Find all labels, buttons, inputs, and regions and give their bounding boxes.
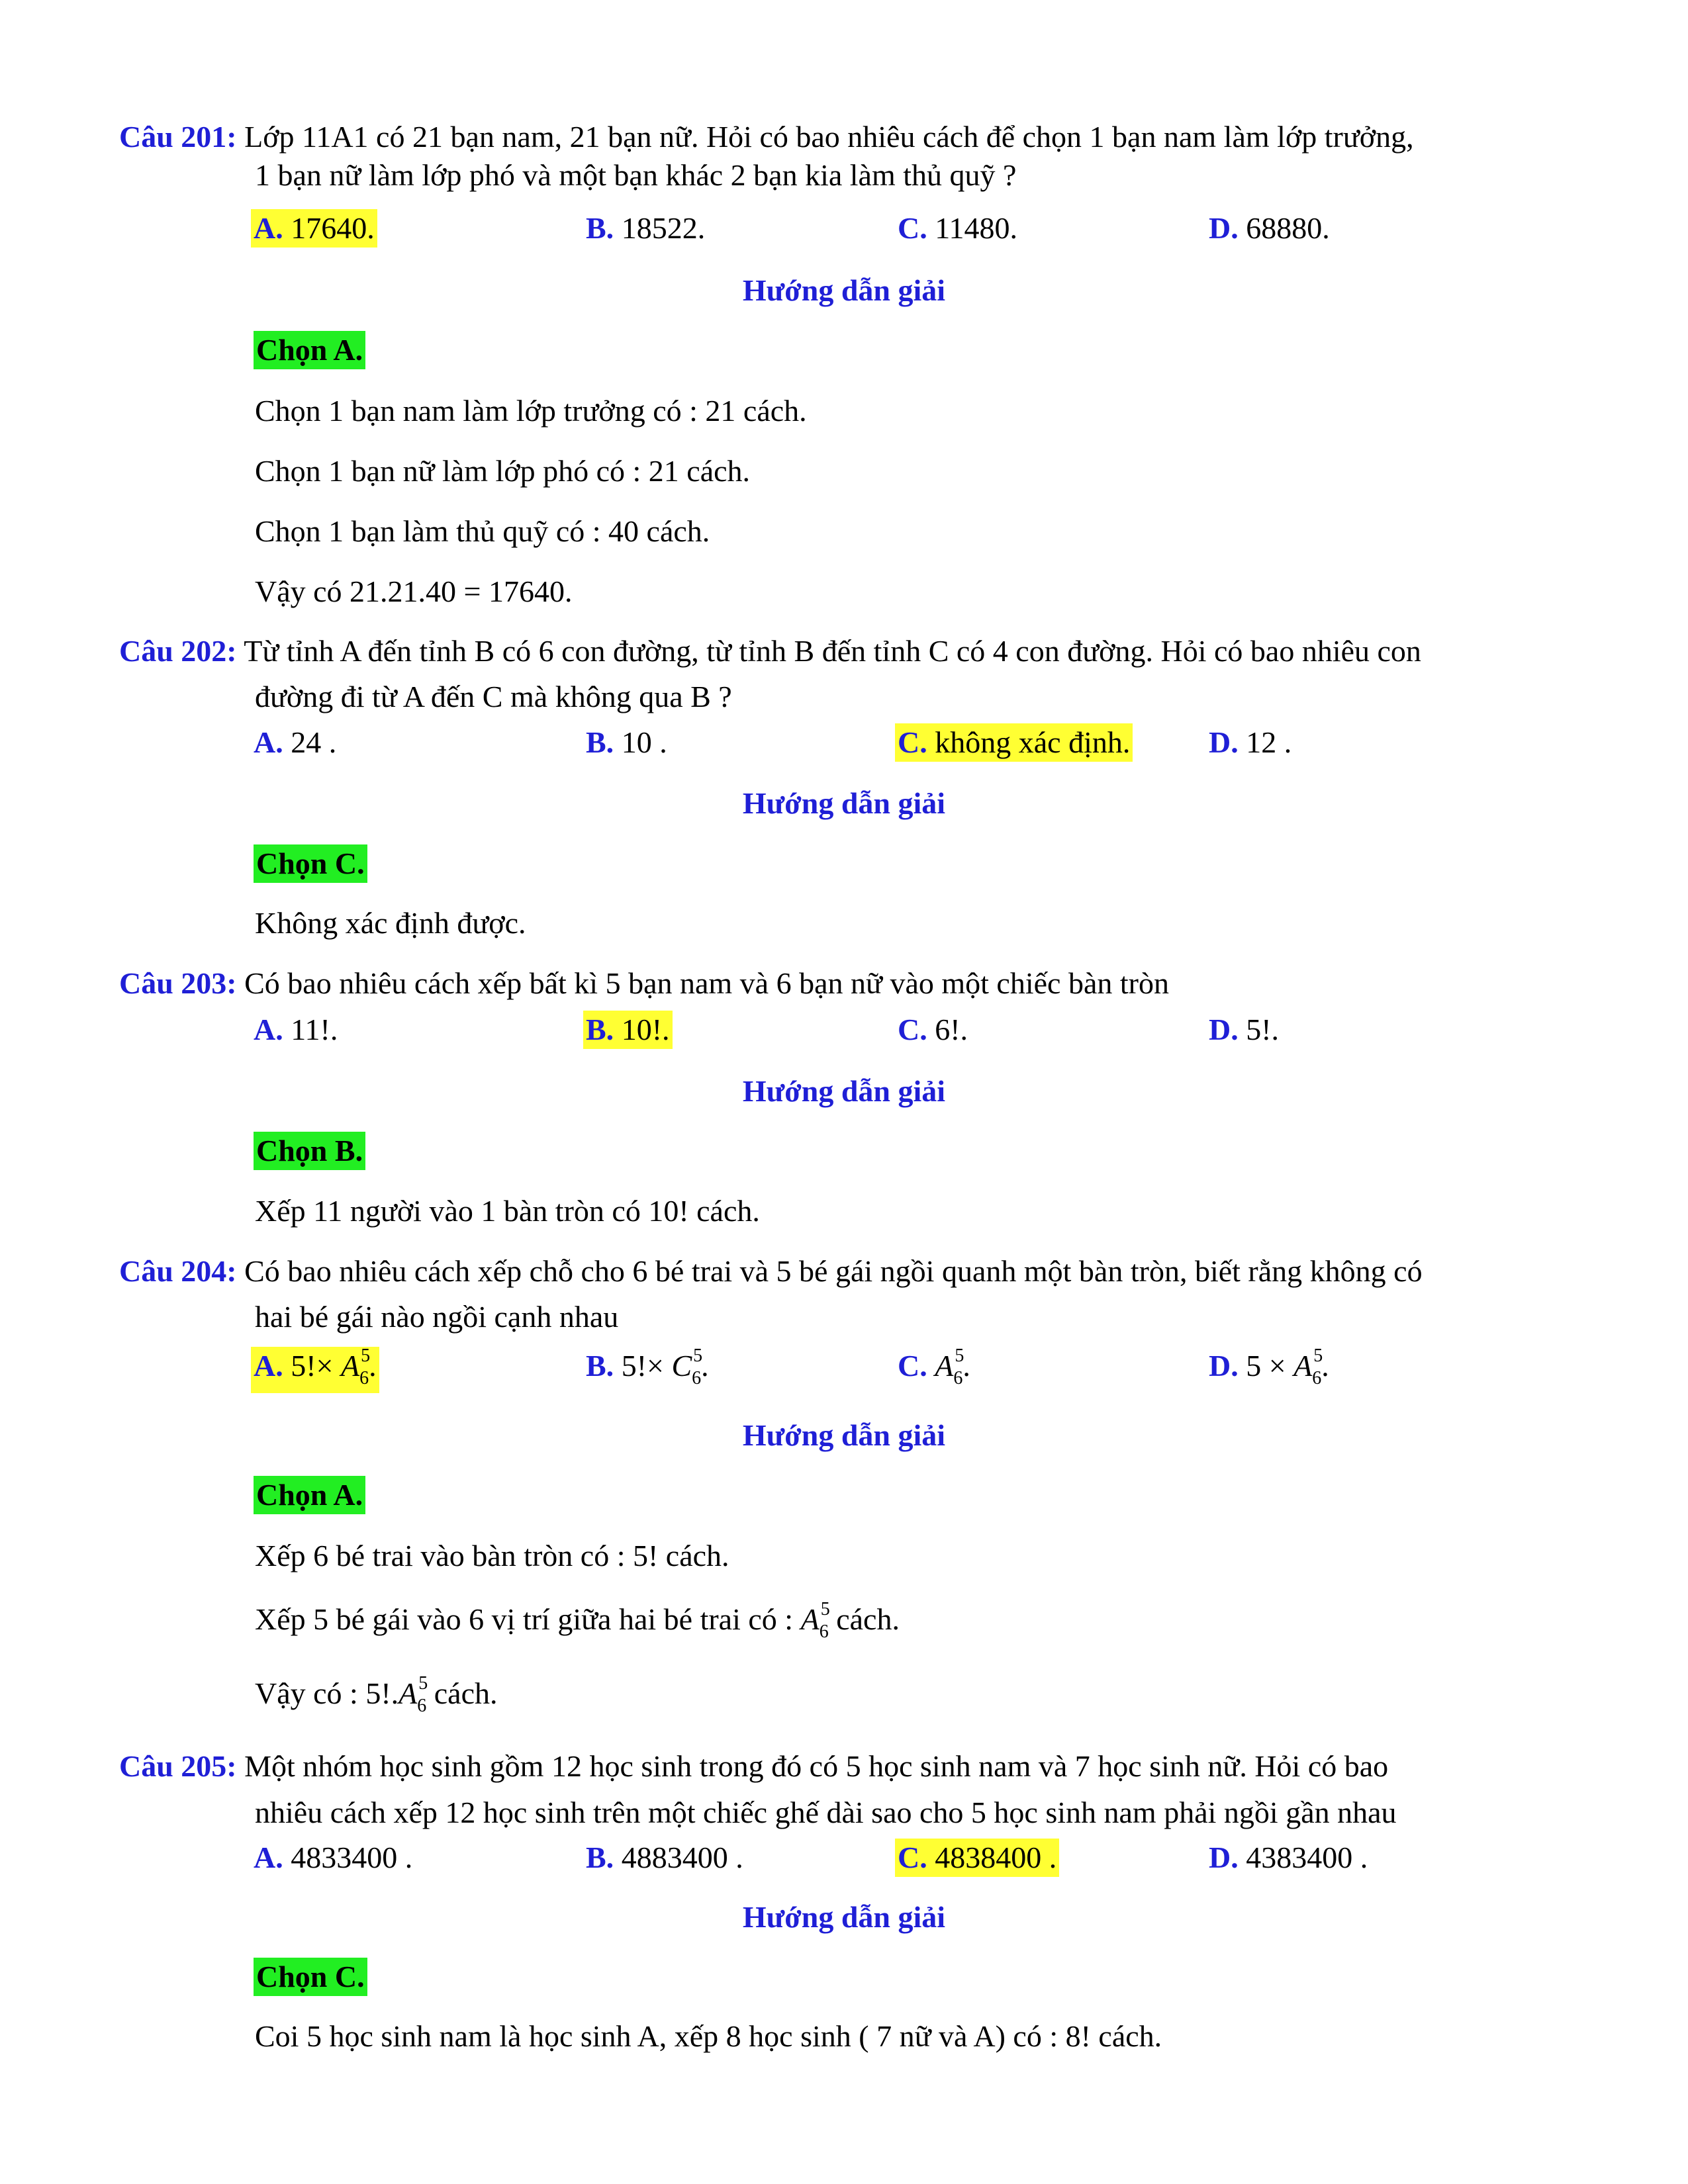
option-c[interactable] xyxy=(895,723,1133,762)
option-letter: A. xyxy=(254,725,283,759)
math-symbol: C xyxy=(671,1349,692,1383)
option-text: . xyxy=(962,1349,970,1383)
option-text: 6!. xyxy=(927,1013,968,1046)
option-letter: D. xyxy=(1209,1349,1239,1383)
option-a[interactable] xyxy=(251,1347,379,1393)
option-d[interactable] xyxy=(1209,723,1291,762)
option-a[interactable] xyxy=(251,209,377,248)
chosen-answer: Chọn C. xyxy=(254,844,367,883)
option-text: 10 . xyxy=(614,725,667,759)
chosen-answer: Chọn A. xyxy=(254,1476,365,1514)
option-letter: D. xyxy=(1209,1013,1239,1046)
solution-text: cách. xyxy=(828,1602,900,1636)
solution-text: Xếp 5 bé gái vào 6 vị trí giữa hai bé trai có : xyxy=(255,1602,801,1636)
solution-line: Xếp 11 người vào 1 bàn tròn có 10! cách. xyxy=(255,1194,760,1228)
math-superscript: 5 xyxy=(361,1345,371,1366)
question-stem: Một nhóm học sinh gồm 12 học sinh trong đó có 5 học sinh nam và 7 học sinh nữ. Hỏi có bao xyxy=(244,1749,1389,1783)
chosen-answer: Chọn C. xyxy=(254,1958,367,1996)
math-superscript: 5 xyxy=(693,1345,703,1366)
option-text: 5!. xyxy=(1238,1013,1280,1046)
option-letter: C. xyxy=(898,1349,927,1383)
solution-heading: Hướng dẫn giải xyxy=(742,786,946,820)
option-b[interactable] xyxy=(583,1011,673,1049)
question-201-line-2: 1 bạn nữ làm lớp phó và một bạn khác 2 bạn kia làm thủ quỹ ? xyxy=(255,158,1017,192)
option-letter: A. xyxy=(254,1349,283,1383)
option-letter: B. xyxy=(586,1841,614,1874)
option-letter: C. xyxy=(898,211,927,245)
option-text: 68880. xyxy=(1238,211,1330,245)
option-c[interactable] xyxy=(895,1839,1059,1877)
math-superscript: 5 xyxy=(1313,1345,1323,1366)
option-letter: B. xyxy=(586,211,614,245)
question-label: Câu 202: xyxy=(119,634,237,668)
option-text: 4833400 . xyxy=(283,1841,413,1874)
option-d[interactable] xyxy=(1209,1839,1368,1877)
solution-line: Chọn 1 bạn nữ làm lớp phó có : 21 cách. xyxy=(255,454,751,488)
math-superscript: 5 xyxy=(820,1599,830,1619)
math-superscript: 5 xyxy=(955,1345,964,1366)
option-letter: D. xyxy=(1209,211,1239,245)
option-letter: D. xyxy=(1209,725,1239,759)
solution-text: Vậy có : 5!. xyxy=(255,1676,399,1710)
option-text: 5!× xyxy=(283,1349,341,1383)
option-letter: A. xyxy=(254,211,283,245)
option-letter: C. xyxy=(898,1013,927,1046)
option-b[interactable] xyxy=(586,209,705,248)
math-symbol: A xyxy=(935,1349,954,1383)
math-subscript: 6 xyxy=(819,1621,829,1642)
option-b[interactable] xyxy=(586,1347,709,1390)
solution-line: Coi 5 học sinh nam là học sinh A, xếp 8 học sinh ( 7 nữ và A) có : 8! cách. xyxy=(255,2019,1162,2053)
solution-line: Chọn 1 bạn nam làm lớp trưởng có : 21 cách. xyxy=(255,394,807,428)
question-label: Câu 205: xyxy=(119,1749,237,1783)
solution-line: Vậy có 21.21.40 = 17640. xyxy=(255,574,573,608)
question-203-line-1 xyxy=(119,964,1169,1003)
option-letter: B. xyxy=(586,1349,614,1383)
math-subscript: 6 xyxy=(417,1696,427,1716)
question-label: Câu 204: xyxy=(119,1254,237,1288)
option-d[interactable] xyxy=(1209,1011,1279,1049)
option-letter: D. xyxy=(1209,1841,1239,1874)
question-stem: Có bao nhiêu cách xếp chỗ cho 6 bé trai và 5 bé gái ngồi quanh một bàn tròn, biết rằng không có xyxy=(244,1254,1423,1288)
option-text: 17640. xyxy=(283,211,375,245)
option-a[interactable] xyxy=(254,723,336,762)
option-text: 5!× xyxy=(614,1349,672,1383)
chosen-answer: Chọn A. xyxy=(254,331,365,369)
chosen-answer: Chọn B. xyxy=(254,1132,365,1170)
option-letter: C. xyxy=(898,725,927,759)
question-201-line-1 xyxy=(119,118,1414,156)
math-symbol: A xyxy=(341,1349,360,1383)
option-text: 4838400 . xyxy=(927,1841,1057,1874)
option-text: 4383400 . xyxy=(1238,1841,1368,1874)
math-subscript: 6 xyxy=(1312,1368,1322,1388)
option-b[interactable] xyxy=(586,723,667,762)
solution-line: Không xác định được. xyxy=(255,906,526,940)
question-stem: Có bao nhiêu cách xếp bất kì 5 bạn nam và 6 bạn nữ vào một chiếc bàn tròn xyxy=(244,966,1169,1000)
math-symbol: A xyxy=(800,1602,820,1636)
solution-heading: Hướng dẫn giải xyxy=(742,1900,946,1934)
option-text: 10!. xyxy=(614,1013,670,1046)
question-202-line-1 xyxy=(119,632,1421,670)
solution-line-math xyxy=(255,1600,900,1643)
option-text: 12 . xyxy=(1238,725,1292,759)
option-a[interactable] xyxy=(254,1839,412,1877)
math-superscript: 5 xyxy=(418,1673,428,1694)
option-text xyxy=(927,1349,935,1383)
option-d[interactable] xyxy=(1209,209,1330,248)
math-subscript: 6 xyxy=(359,1368,369,1388)
option-text: 18522. xyxy=(614,211,706,245)
option-text: 24 . xyxy=(283,725,337,759)
option-d[interactable] xyxy=(1209,1347,1329,1390)
question-204-line-1 xyxy=(119,1252,1423,1291)
option-text: 4883400 . xyxy=(614,1841,743,1874)
option-c[interactable] xyxy=(898,1347,970,1390)
option-c[interactable] xyxy=(898,1011,968,1049)
option-letter: B. xyxy=(586,1013,614,1046)
option-c[interactable] xyxy=(898,209,1017,248)
math-subscript: 6 xyxy=(953,1368,963,1388)
math-symbol: A xyxy=(399,1676,418,1710)
question-stem: Từ tỉnh A đến tỉnh B có 6 con đường, từ tỉnh B đến tỉnh C có 4 con đường. Hỏi có bao nhiêu con xyxy=(244,634,1421,668)
question-label: Câu 201: xyxy=(119,120,237,154)
solution-heading: Hướng dẫn giải xyxy=(742,273,946,307)
option-text: 5 × xyxy=(1238,1349,1294,1383)
question-label: Câu 203: xyxy=(119,966,237,1000)
option-letter: A. xyxy=(254,1013,283,1046)
question-205-line-2: nhiêu cách xếp 12 học sinh trên một chiếc ghế dài sao cho 5 học sinh nam phải ngồi gần nhau xyxy=(255,1796,1397,1829)
option-text: 11480. xyxy=(927,211,1018,245)
solution-line: Chọn 1 bạn làm thủ quỹ có : 40 cách. xyxy=(255,514,710,548)
solution-heading: Hướng dẫn giải xyxy=(742,1074,946,1108)
solution-text: cách. xyxy=(426,1676,498,1710)
solution-line-math xyxy=(255,1674,498,1717)
option-text: . xyxy=(369,1349,377,1383)
option-a[interactable] xyxy=(254,1011,338,1049)
option-letter: B. xyxy=(586,725,614,759)
option-text: . xyxy=(1321,1349,1329,1383)
option-b[interactable] xyxy=(586,1839,743,1877)
option-letter: C. xyxy=(898,1841,927,1874)
solution-line: Xếp 6 bé trai vào bàn tròn có : 5! cách. xyxy=(255,1539,729,1572)
question-204-line-2: hai bé gái nào ngồi cạnh nhau xyxy=(255,1300,619,1334)
option-letter: A. xyxy=(254,1841,283,1874)
solution-heading: Hướng dẫn giải xyxy=(742,1418,946,1452)
question-202-line-2: đường đi từ A đến C mà không qua B ? xyxy=(255,680,732,713)
option-text: không xác định. xyxy=(927,725,1131,759)
math-subscript: 6 xyxy=(692,1368,702,1388)
question-stem: Lớp 11A1 có 21 bạn nam, 21 bạn nữ. Hỏi có bao nhiêu cách để chọn 1 bạn nam làm lớp trưởng, xyxy=(244,120,1414,154)
option-text: . xyxy=(701,1349,709,1383)
question-205-line-1 xyxy=(119,1747,1388,1786)
option-text: 11!. xyxy=(283,1013,338,1046)
math-symbol: A xyxy=(1293,1349,1313,1383)
